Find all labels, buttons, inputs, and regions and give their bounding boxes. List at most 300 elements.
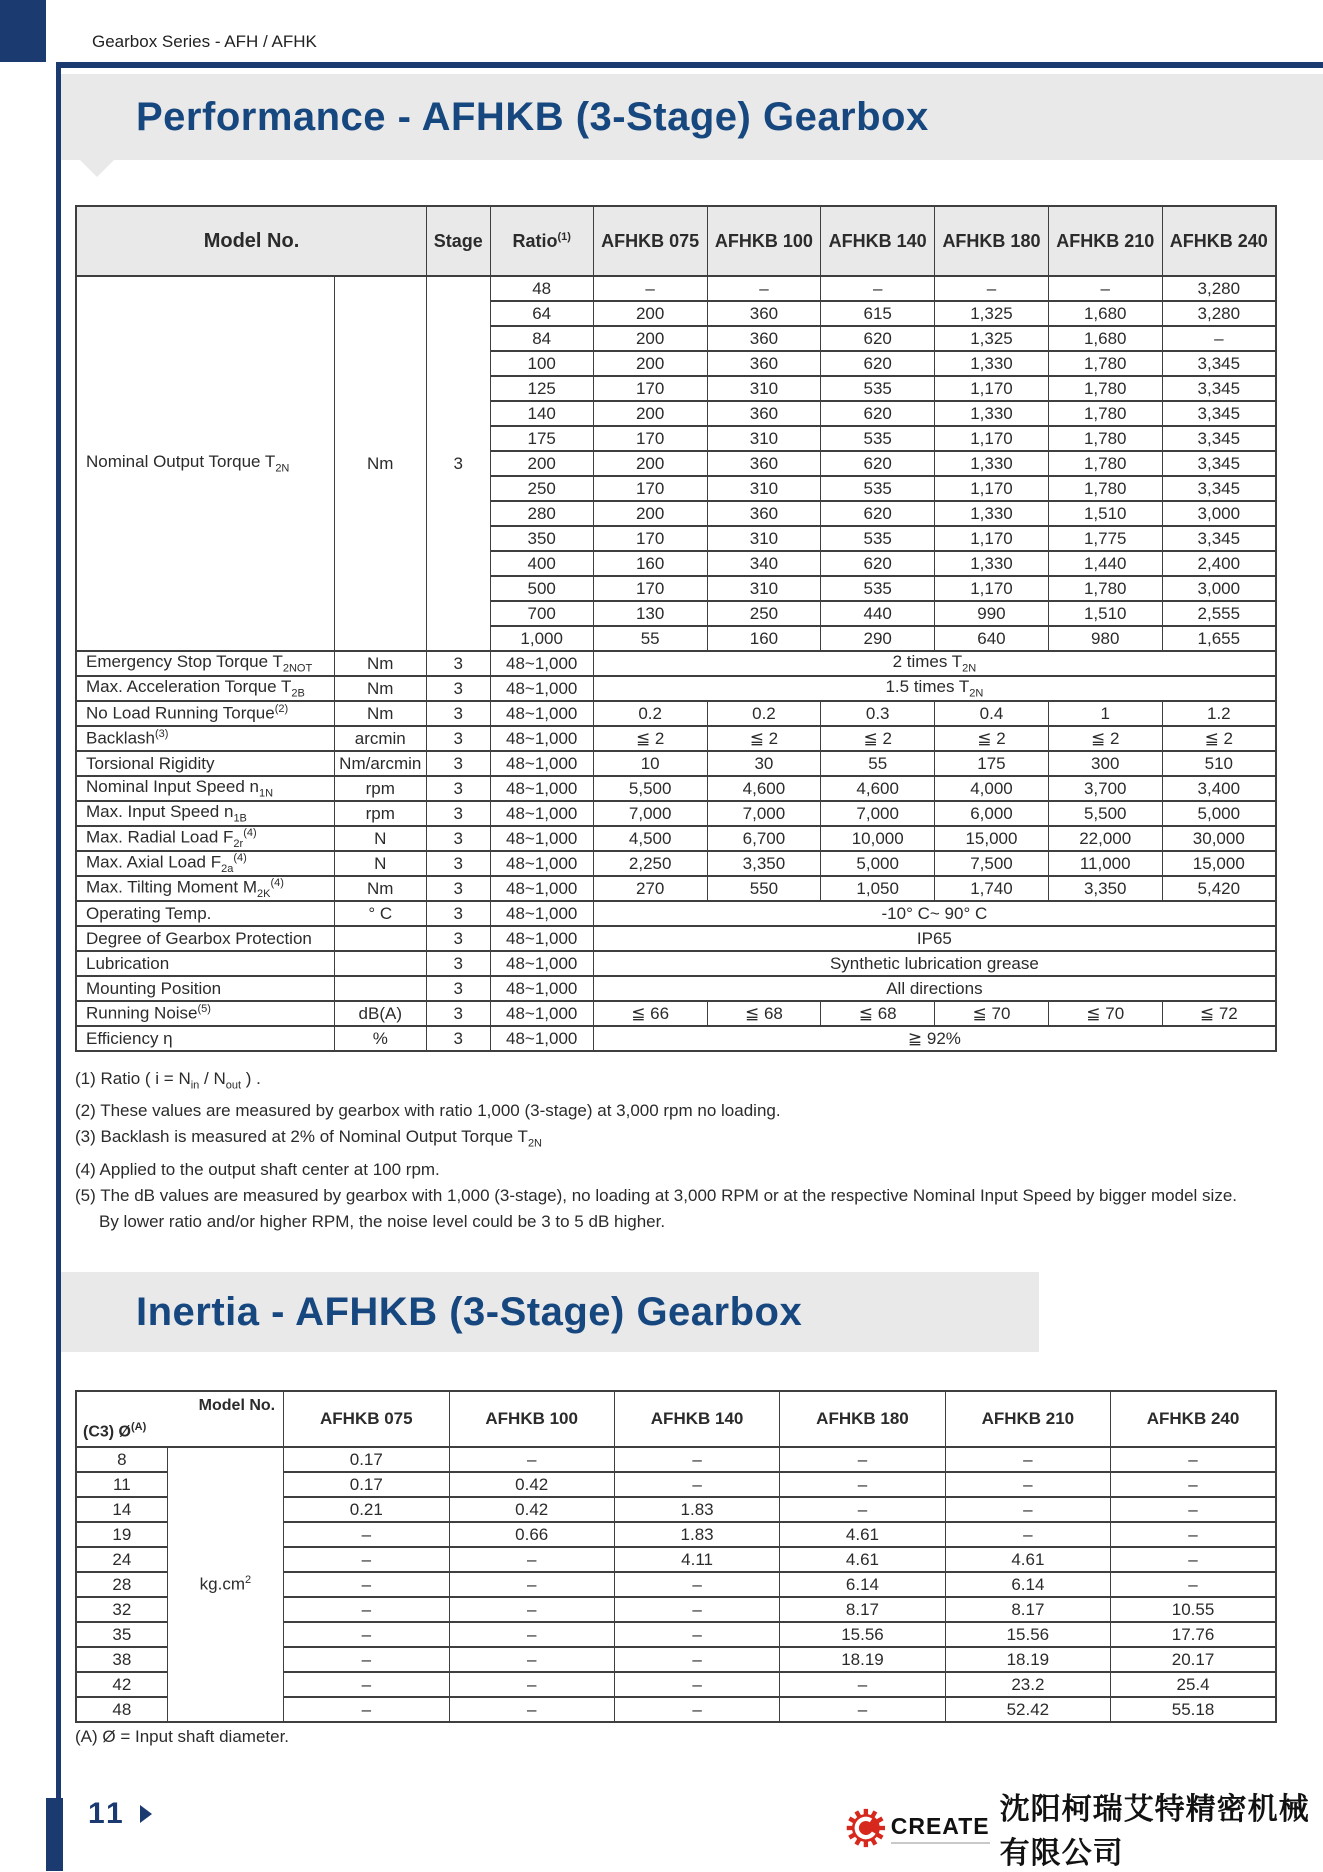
inertia-value-cell: 52.42 <box>945 1697 1110 1722</box>
performance-banner <box>61 74 1323 160</box>
perf-value-cell: 1,510 <box>1048 501 1162 526</box>
perf-value-cell: 3,400 <box>1162 776 1276 801</box>
inertia-value-cell: – <box>614 1572 779 1597</box>
inertia-column-model-3: AFHKB 180 <box>780 1391 945 1447</box>
perf-spec-stage: 3 <box>426 826 490 851</box>
column-header-model-2: AFHKB 140 <box>821 206 935 276</box>
footnotes <box>75 1066 1315 1235</box>
perf-spec-span: 2 times $T_{2N}$ <box>593 651 1276 676</box>
perf-value-cell: ≦ 68 <box>707 1001 821 1026</box>
perf-value-cell: 3,350 <box>1048 876 1162 901</box>
perf-ratio-cell: 175 <box>490 426 593 451</box>
perf-value-cell: 5,000 <box>1162 801 1276 826</box>
perf-value-cell: 4,600 <box>821 776 935 801</box>
perf-ratio-cell: 140 <box>490 401 593 426</box>
perf-value-cell: 3,345 <box>1162 351 1276 376</box>
perf-spec-unit: Nm <box>334 676 426 701</box>
perf-spec-label: Efficiency η <box>76 1026 334 1051</box>
perf-spec-stage: 3 <box>426 1001 490 1026</box>
perf-value-cell: 1,170 <box>935 426 1049 451</box>
perf-spec-label: Max. Tilting Moment $M_{2K}^{(4)}$ <box>76 876 334 901</box>
page-marker <box>88 1797 152 1831</box>
perf-value-cell: 3,700 <box>1048 776 1162 801</box>
perf-value-cell: 200 <box>593 326 707 351</box>
column-header-stage: Stage <box>426 206 490 276</box>
perf-value-cell: 250 <box>707 601 821 626</box>
perf-value-cell: 15,000 <box>1162 851 1276 876</box>
footnote: By lower ratio and/or higher RPM, the noise level could be 3 to 5 dB higher. <box>99 1211 666 1231</box>
perf-value-cell: 620 <box>821 401 935 426</box>
perf-value-cell: 30,000 <box>1162 826 1276 851</box>
perf-value-cell: 360 <box>707 351 821 376</box>
perf-value-cell: 1,170 <box>935 576 1049 601</box>
perf-spec-unit: arcmin <box>334 726 426 751</box>
perf-spec-unit: N <box>334 826 426 851</box>
perf-spec-unit <box>334 926 426 951</box>
perf-spec-label: Mounting Position <box>76 976 334 1001</box>
perf-spec-ratio: 48~1,000 <box>490 851 593 876</box>
perf-value-cell: 5,420 <box>1162 876 1276 901</box>
perf-spec-label: Max. Acceleration Torque $T_{2B}$ <box>76 676 334 701</box>
perf-spec-stage: 3 <box>426 726 490 751</box>
perf-ratio-cell: 100 <box>490 351 593 376</box>
performance-header-row <box>76 206 1276 276</box>
company-name: 沈阳柯瑞艾特精密机械有限公司 <box>999 1793 1310 1870</box>
inertia-column-model-2: AFHKB 140 <box>614 1391 779 1447</box>
performance-title: Performance - AFHKB (3-Stage) Gearbox <box>136 94 929 139</box>
perf-spec-stage: 3 <box>426 1026 490 1051</box>
perf-spec-row <box>76 651 1276 676</box>
column-header-model-5: AFHKB 240 <box>1162 206 1276 276</box>
perf-value-cell: 360 <box>707 401 821 426</box>
perf-value-cell: 535 <box>821 426 935 451</box>
arrow-right-icon <box>140 1805 152 1823</box>
perf-ratio-cell: 64 <box>490 301 593 326</box>
perf-value-cell: 200 <box>593 351 707 376</box>
inertia-value-cell: – <box>780 1497 945 1522</box>
inertia-diameter-cell: 32 <box>76 1597 167 1622</box>
perf-value-cell: 170 <box>593 576 707 601</box>
inertia-value-cell: – <box>449 1447 614 1472</box>
inertia-value-cell: 4.61 <box>780 1547 945 1572</box>
perf-value-cell: 550 <box>707 876 821 901</box>
header-rule <box>56 62 1323 68</box>
perf-value-cell: 980 <box>1048 626 1162 651</box>
column-header-model-1: AFHKB 100 <box>707 206 821 276</box>
perf-ratio-cell: 48 <box>490 276 593 301</box>
perf-value-cell: 340 <box>707 551 821 576</box>
perf-torque-label: Nominal Output Torque $T_{2N}$ <box>76 276 334 651</box>
footnote: (3) Backlash is measured at 2% of Nominal Output Torque $T_{2N}$ <box>75 1127 542 1150</box>
inertia-table-grid <box>75 1390 1277 1723</box>
perf-value-cell: 3,350 <box>707 851 821 876</box>
corner-accent-block <box>0 0 46 62</box>
perf-spec-ratio: 48~1,000 <box>490 901 593 926</box>
perf-spec-stage: 3 <box>426 976 490 1001</box>
perf-value-cell: 1.2 <box>1162 701 1276 726</box>
perf-value-cell: ≦ 2 <box>1048 726 1162 751</box>
perf-value-cell: 5,500 <box>593 776 707 801</box>
perf-value-cell: ≦ 72 <box>1162 1001 1276 1026</box>
perf-value-cell: 6,700 <box>707 826 821 851</box>
inertia-value-cell: 1.83 <box>614 1497 779 1522</box>
inertia-value-cell: – <box>614 1472 779 1497</box>
perf-spec-span: All directions <box>593 976 1276 1001</box>
perf-value-cell: 55 <box>593 626 707 651</box>
perf-spec-ratio: 48~1,000 <box>490 951 593 976</box>
inertia-value-cell: 8.17 <box>780 1597 945 1622</box>
inertia-banner <box>61 1272 1039 1352</box>
inertia-value-cell: – <box>1111 1572 1276 1597</box>
perf-value-cell: 1,170 <box>935 526 1049 551</box>
perf-spec-row <box>76 1026 1276 1051</box>
perf-spec-unit: ° C <box>334 901 426 926</box>
perf-value-cell: 1,050 <box>821 876 935 901</box>
inertia-value-cell: 0.66 <box>449 1522 614 1547</box>
perf-value-cell: ≦ 70 <box>1048 1001 1162 1026</box>
perf-value-cell: 1,680 <box>1048 301 1162 326</box>
inertia-value-cell: 18.19 <box>945 1647 1110 1672</box>
banner-notch-icon <box>80 160 114 177</box>
perf-torque-row <box>76 276 1276 301</box>
perf-ratio-cell: 700 <box>490 601 593 626</box>
perf-spec-ratio: 48~1,000 <box>490 776 593 801</box>
perf-spec-ratio: 48~1,000 <box>490 801 593 826</box>
company-logo <box>845 1784 1323 1872</box>
perf-spec-unit: Nm <box>334 651 426 676</box>
footnote: (2) These values are measured by gearbox with ratio 1,000 (3-stage) at 3,000 rpm no loading. <box>75 1101 781 1121</box>
perf-spec-row <box>76 676 1276 701</box>
inertia-value-cell: – <box>449 1622 614 1647</box>
perf-value-cell: 1,780 <box>1048 376 1162 401</box>
perf-ratio-cell: 125 <box>490 376 593 401</box>
perf-ratio-cell: 200 <box>490 451 593 476</box>
perf-value-cell: 615 <box>821 301 935 326</box>
inertia-value-cell: 18.19 <box>780 1647 945 1672</box>
inertia-value-cell: – <box>449 1597 614 1622</box>
inertia-value-cell: – <box>945 1447 1110 1472</box>
perf-spec-row <box>76 826 1276 851</box>
inertia-value-cell: 17.76 <box>1111 1622 1276 1647</box>
perf-spec-ratio: 48~1,000 <box>490 976 593 1001</box>
perf-spec-unit <box>334 951 426 976</box>
perf-spec-label: Running Noise$^{(5)}$ <box>76 1001 334 1026</box>
perf-value-cell: 3,000 <box>1162 501 1276 526</box>
inertia-value-cell: – <box>614 1622 779 1647</box>
inertia-value-cell: 10.55 <box>1111 1597 1276 1622</box>
inertia-value-cell: – <box>284 1597 449 1622</box>
inertia-value-cell: 23.2 <box>945 1672 1110 1697</box>
perf-value-cell: 990 <box>935 601 1049 626</box>
perf-spec-row <box>76 926 1276 951</box>
perf-value-cell: 360 <box>707 451 821 476</box>
perf-value-cell: 175 <box>935 751 1049 776</box>
perf-spec-stage: 3 <box>426 776 490 801</box>
performance-table <box>75 205 1277 1052</box>
perf-value-cell: – <box>707 276 821 301</box>
perf-spec-unit: % <box>334 1026 426 1051</box>
perf-ratio-cell: 500 <box>490 576 593 601</box>
perf-ratio-cell: 280 <box>490 501 593 526</box>
column-header-model-3: AFHKB 180 <box>935 206 1049 276</box>
inertia-diameter-cell: 19 <box>76 1522 167 1547</box>
perf-spec-label: Max. Axial Load $F_{2a}^{(4)}$ <box>76 851 334 876</box>
perf-spec-label: Nominal Input Speed $n_{1N}$ <box>76 776 334 801</box>
inertia-value-cell: – <box>780 1472 945 1497</box>
column-header-ratio: Ratio$^{(1)}$ <box>490 206 593 276</box>
perf-value-cell: 11,000 <box>1048 851 1162 876</box>
perf-spec-ratio: 48~1,000 <box>490 676 593 701</box>
perf-value-cell: 1,325 <box>935 301 1049 326</box>
perf-value-cell: 310 <box>707 476 821 501</box>
perf-spec-span: 1.5 times $T_{2N}$ <box>593 676 1276 701</box>
perf-torque-stage: 3 <box>426 276 490 651</box>
perf-spec-ratio: 48~1,000 <box>490 701 593 726</box>
perf-value-cell: 360 <box>707 326 821 351</box>
perf-value-cell: 360 <box>707 301 821 326</box>
perf-spec-span: Synthetic lubrication grease <box>593 951 1276 976</box>
perf-value-cell: 310 <box>707 526 821 551</box>
perf-spec-stage: 3 <box>426 926 490 951</box>
perf-spec-span: -10° C~ 90° C <box>593 901 1276 926</box>
gear-icon <box>845 1800 887 1856</box>
inertia-column-model-5: AFHKB 240 <box>1111 1391 1276 1447</box>
perf-spec-label: Backlash$^{(3)}$ <box>76 726 334 751</box>
perf-spec-stage: 3 <box>426 901 490 926</box>
perf-value-cell: 10 <box>593 751 707 776</box>
inertia-value-cell: – <box>284 1572 449 1597</box>
inertia-value-cell: – <box>614 1597 779 1622</box>
perf-value-cell: 3,280 <box>1162 276 1276 301</box>
perf-value-cell: 290 <box>821 626 935 651</box>
perf-value-cell: 200 <box>593 401 707 426</box>
perf-value-cell: 620 <box>821 501 935 526</box>
perf-value-cell: 1,330 <box>935 501 1049 526</box>
column-header-model-0: AFHKB 075 <box>593 206 707 276</box>
perf-value-cell: 620 <box>821 551 935 576</box>
footnote: (4) Applied to the output shaft center at 100 rpm. <box>75 1159 440 1179</box>
perf-value-cell: 1,510 <box>1048 601 1162 626</box>
perf-value-cell: 1,780 <box>1048 476 1162 501</box>
perf-ratio-cell: 400 <box>490 551 593 576</box>
perf-value-cell: 30 <box>707 751 821 776</box>
perf-value-cell: 440 <box>821 601 935 626</box>
breadcrumb: Gearbox Series - AFH / AFHK <box>92 32 317 51</box>
inertia-value-cell: 55.18 <box>1111 1697 1276 1722</box>
perf-value-cell: 2,250 <box>593 851 707 876</box>
perf-spec-ratio: 48~1,000 <box>490 1026 593 1051</box>
inertia-column-model-1: AFHKB 100 <box>449 1391 614 1447</box>
perf-spec-unit: rpm <box>334 801 426 826</box>
inertia-table-body <box>76 1447 1276 1722</box>
inertia-value-cell: – <box>284 1647 449 1672</box>
perf-value-cell: 1,780 <box>1048 426 1162 451</box>
perf-value-cell: 4,000 <box>935 776 1049 801</box>
perf-value-cell: 200 <box>593 501 707 526</box>
inertia-value-cell: – <box>284 1522 449 1547</box>
perf-spec-label: Max. Radial Load $F_{2r}^{(4)}$ <box>76 826 334 851</box>
perf-value-cell: 7,500 <box>935 851 1049 876</box>
perf-value-cell: 2,400 <box>1162 551 1276 576</box>
perf-value-cell: 1,780 <box>1048 451 1162 476</box>
perf-value-cell: 1 <box>1048 701 1162 726</box>
perf-value-cell: ≦ 2 <box>1162 726 1276 751</box>
perf-spec-unit <box>334 976 426 1001</box>
perf-spec-ratio: 48~1,000 <box>490 651 593 676</box>
inertia-column-model-0: AFHKB 075 <box>284 1391 449 1447</box>
perf-value-cell: 7,000 <box>593 801 707 826</box>
inertia-value-cell: 15.56 <box>945 1622 1110 1647</box>
perf-value-cell: 15,000 <box>935 826 1049 851</box>
perf-value-cell: 310 <box>707 576 821 601</box>
inertia-header-diameter: (C3) $Ø^{(A)}$ <box>83 1420 147 1440</box>
inertia-diameter-cell: 24 <box>76 1547 167 1572</box>
inertia-value-cell: 20.17 <box>1111 1647 1276 1672</box>
perf-spec-unit: Nm <box>334 701 426 726</box>
perf-value-cell: 5,000 <box>821 851 935 876</box>
perf-spec-ratio: 48~1,000 <box>490 876 593 901</box>
perf-spec-row <box>76 776 1276 801</box>
performance-table-body <box>76 276 1276 1051</box>
perf-value-cell: 620 <box>821 351 935 376</box>
perf-spec-label: Lubrication <box>76 951 334 976</box>
left-accent-line <box>56 62 61 1798</box>
perf-spec-unit: rpm <box>334 776 426 801</box>
perf-value-cell: 0.3 <box>821 701 935 726</box>
perf-value-cell: 3,280 <box>1162 301 1276 326</box>
perf-spec-row <box>76 951 1276 976</box>
inertia-value-cell: 1.83 <box>614 1522 779 1547</box>
inertia-diameter-cell: 14 <box>76 1497 167 1522</box>
perf-spec-stage: 3 <box>426 751 490 776</box>
perf-value-cell: 1,330 <box>935 451 1049 476</box>
perf-spec-row <box>76 726 1276 751</box>
perf-spec-stage: 3 <box>426 676 490 701</box>
perf-spec-ratio: 48~1,000 <box>490 751 593 776</box>
footnote: (5) The dB values are measured by gearbox with 1,000 (3-stage), no loading at 3,000 RPM or at the respective Nominal Input Speed by bigger model size. <box>75 1185 1238 1205</box>
perf-value-cell: 1,780 <box>1048 401 1162 426</box>
perf-value-cell: 3,345 <box>1162 451 1276 476</box>
perf-torque-unit: Nm <box>334 276 426 651</box>
perf-value-cell: 200 <box>593 451 707 476</box>
perf-value-cell: 1,170 <box>935 476 1049 501</box>
perf-value-cell: 4,500 <box>593 826 707 851</box>
inertia-value-cell: – <box>780 1672 945 1697</box>
inertia-value-cell: 0.21 <box>284 1497 449 1522</box>
inertia-value-cell: – <box>614 1672 779 1697</box>
perf-value-cell: 620 <box>821 451 935 476</box>
perf-value-cell: ≦ 2 <box>821 726 935 751</box>
perf-spec-stage: 3 <box>426 876 490 901</box>
perf-value-cell: 160 <box>707 626 821 651</box>
perf-value-cell: 0.2 <box>707 701 821 726</box>
inertia-value-cell: 6.14 <box>945 1572 1110 1597</box>
perf-value-cell: 535 <box>821 476 935 501</box>
perf-value-cell: 1,775 <box>1048 526 1162 551</box>
perf-spec-row <box>76 851 1276 876</box>
inertia-value-cell: 0.42 <box>449 1472 614 1497</box>
perf-spec-ratio: 48~1,000 <box>490 926 593 951</box>
perf-value-cell: 510 <box>1162 751 1276 776</box>
perf-spec-row <box>76 801 1276 826</box>
perf-spec-unit: Nm/arcmin <box>334 751 426 776</box>
perf-value-cell: – <box>935 276 1049 301</box>
inertia-value-cell: – <box>449 1572 614 1597</box>
inertia-value-cell: 25.4 <box>1111 1672 1276 1697</box>
inertia-diameter-cell: 35 <box>76 1622 167 1647</box>
logo-text: CREATE <box>891 1813 990 1844</box>
perf-spec-row <box>76 751 1276 776</box>
perf-value-cell: ≦ 68 <box>821 1001 935 1026</box>
perf-value-cell: 1,740 <box>935 876 1049 901</box>
perf-value-cell: ≦ 2 <box>593 726 707 751</box>
perf-value-cell: 270 <box>593 876 707 901</box>
perf-spec-stage: 3 <box>426 701 490 726</box>
inertia-value-cell: – <box>284 1622 449 1647</box>
perf-value-cell: 1,655 <box>1162 626 1276 651</box>
perf-value-cell: 1,170 <box>935 376 1049 401</box>
perf-value-cell: – <box>593 276 707 301</box>
inertia-value-cell: 4.11 <box>614 1547 779 1572</box>
perf-value-cell: – <box>821 276 935 301</box>
perf-value-cell: 3,345 <box>1162 401 1276 426</box>
inertia-value-cell: – <box>780 1447 945 1472</box>
perf-value-cell: ≦ 70 <box>935 1001 1049 1026</box>
perf-spec-stage: 3 <box>426 951 490 976</box>
inertia-value-cell: – <box>1111 1447 1276 1472</box>
inertia-value-cell: – <box>449 1547 614 1572</box>
perf-value-cell: 130 <box>593 601 707 626</box>
inertia-value-cell: – <box>449 1647 614 1672</box>
perf-value-cell: 640 <box>935 626 1049 651</box>
perf-value-cell: 3,345 <box>1162 426 1276 451</box>
inertia-value-cell: – <box>449 1697 614 1722</box>
perf-value-cell: 300 <box>1048 751 1162 776</box>
perf-value-cell: 200 <box>593 301 707 326</box>
perf-value-cell: 535 <box>821 376 935 401</box>
perf-value-cell: 1,780 <box>1048 351 1162 376</box>
perf-ratio-cell: 250 <box>490 476 593 501</box>
perf-value-cell: 55 <box>821 751 935 776</box>
inertia-diameter-cell: 28 <box>76 1572 167 1597</box>
inertia-value-cell: – <box>284 1697 449 1722</box>
perf-value-cell: 310 <box>707 376 821 401</box>
perf-spec-span: ≧ 92% <box>593 1026 1276 1051</box>
inertia-value-cell: – <box>1111 1497 1276 1522</box>
perf-value-cell: 170 <box>593 376 707 401</box>
perf-spec-label: Operating Temp. <box>76 901 334 926</box>
inertia-value-cell: 8.17 <box>945 1597 1110 1622</box>
inertia-value-cell: – <box>449 1672 614 1697</box>
column-header-model-4: AFHKB 210 <box>1048 206 1162 276</box>
inertia-value-cell: – <box>945 1522 1110 1547</box>
perf-spec-unit: dB(A) <box>334 1001 426 1026</box>
inertia-value-cell: – <box>1111 1547 1276 1572</box>
perf-value-cell: 310 <box>707 426 821 451</box>
perf-value-cell: – <box>1048 276 1162 301</box>
inertia-value-cell: – <box>284 1672 449 1697</box>
inertia-diameter-cell: 38 <box>76 1647 167 1672</box>
perf-value-cell: 3,345 <box>1162 526 1276 551</box>
inertia-value-cell: – <box>1111 1472 1276 1497</box>
inertia-value-cell: 0.17 <box>284 1447 449 1472</box>
page-number: 11 <box>88 1797 126 1830</box>
perf-spec-ratio: 48~1,000 <box>490 826 593 851</box>
inertia-value-cell: – <box>614 1697 779 1722</box>
inertia-value-cell: 6.14 <box>780 1572 945 1597</box>
inertia-value-cell: – <box>284 1547 449 1572</box>
inertia-value-cell: – <box>1111 1522 1276 1547</box>
